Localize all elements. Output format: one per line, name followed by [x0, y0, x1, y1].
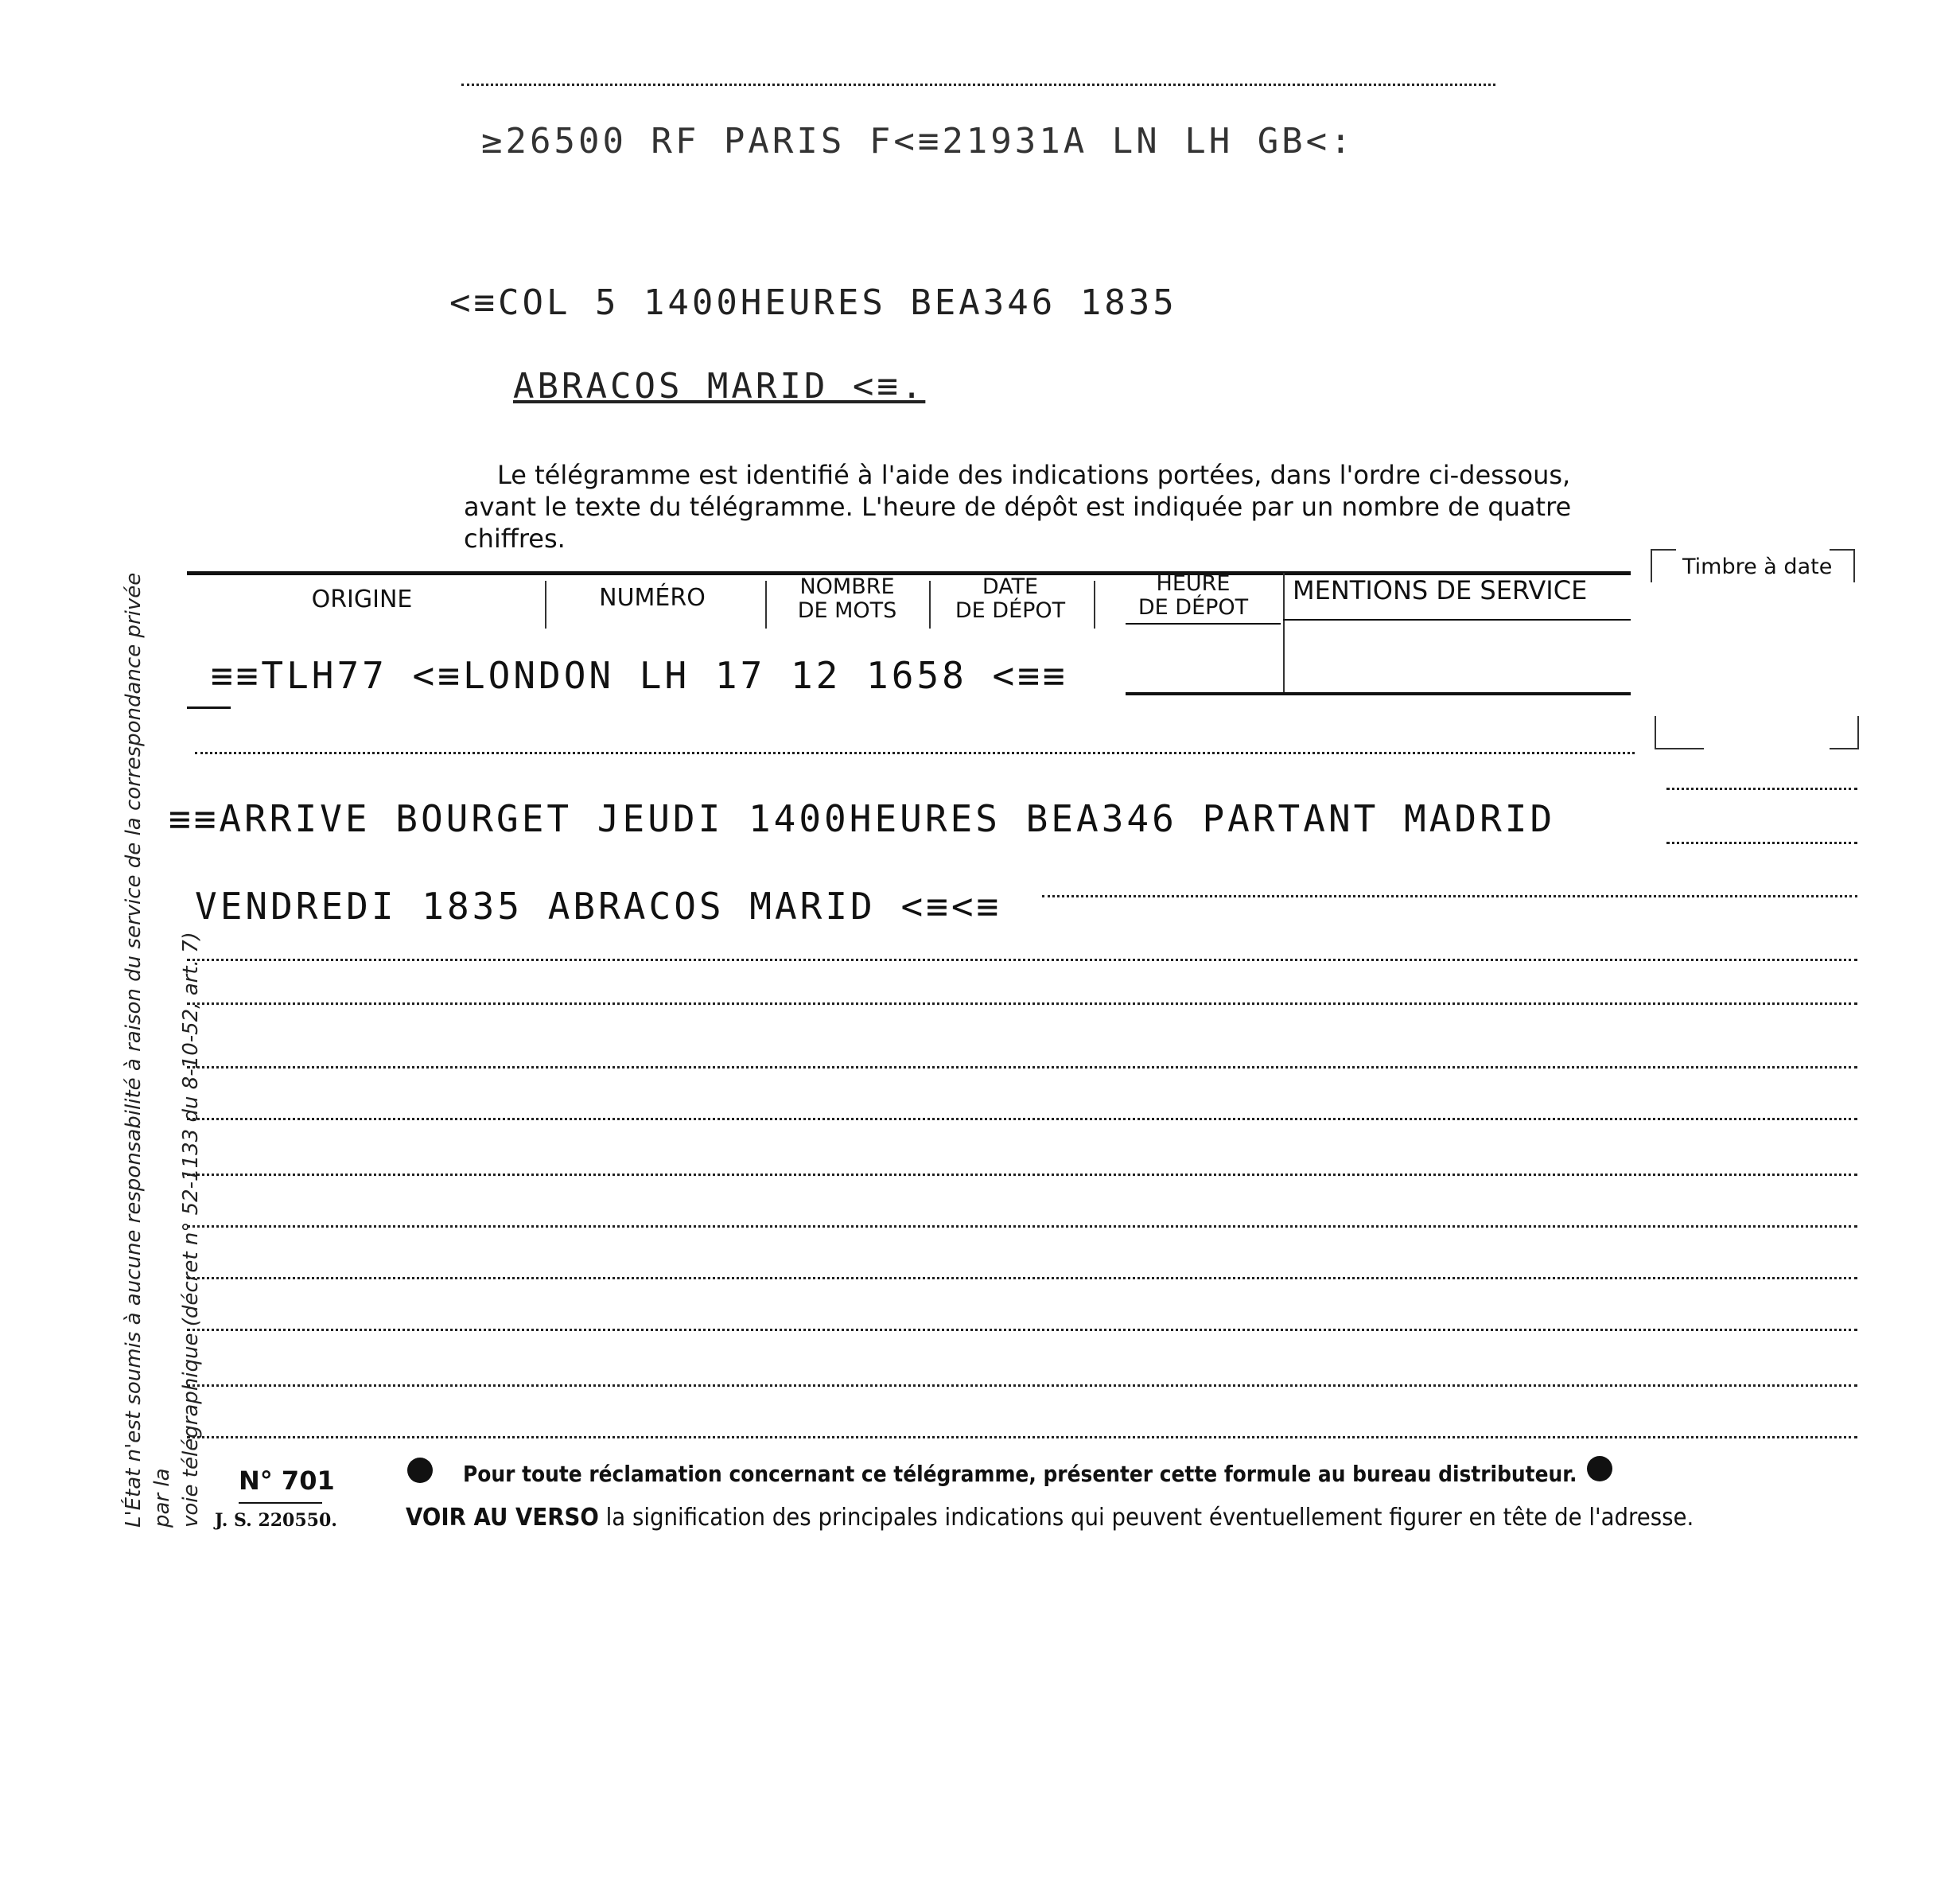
voir-verso-note [406, 1504, 1694, 1532]
instruction-line-3: chiffres. [464, 524, 566, 554]
identification-line: ≡≡TLH77 <≡LONDON LH 17 12 1658 <≡≡ [211, 654, 1068, 697]
form-line [187, 1118, 1857, 1120]
form-line [187, 1384, 1857, 1387]
col-numero: NUMÉRO [599, 584, 706, 612]
bullet-right-icon [1587, 1456, 1612, 1481]
form-line [187, 1329, 1857, 1331]
message-line-2: VENDREDI 1835 ABRACOS MARID <≡<≡ [195, 885, 1002, 928]
reclamation-note: Pour toute réclamation concernant ce télégramme, présenter cette formule au bureau distributeur. [463, 1461, 1577, 1487]
instruction-line-1: Le télégramme est identifié à l'aide des indications portées, dans l'ordre ci-dessous, [497, 460, 1571, 490]
form-line [187, 1002, 1857, 1005]
col-heure-1: HEURE [1156, 571, 1231, 596]
form-number: N° 701 [239, 1466, 335, 1496]
print-reference: J. S. 220550. [215, 1510, 337, 1531]
col-date-1: DATE [982, 574, 1039, 599]
col-mentions: MENTIONS DE SERVICE [1293, 575, 1588, 605]
message-line-1: ≡≡ARRIVE BOURGET JEUDI 1400HEURES BEA346 PARTANT MADRID [169, 797, 1556, 840]
col-origine: ORIGINE [311, 586, 413, 613]
stamp-corner-br [1830, 716, 1859, 749]
header-line-2: <≡COL 5 1400HEURES BEA346 1835 [449, 282, 1177, 323]
form-line [187, 1174, 1857, 1176]
col-heure-2: DE DÉPOT [1138, 595, 1249, 620]
header-line-1: ≥26500 RF PARIS F<≡21931A LN LH GB<: [481, 121, 1355, 162]
header-line-3: ABRACOS MARID <≡. [513, 366, 926, 407]
col-separator [545, 581, 546, 629]
col-nombre-2: DE MOTS [797, 598, 897, 623]
col-nombre-1: NOMBRE [799, 574, 895, 599]
form-line [187, 1277, 1857, 1279]
col-separator [929, 581, 931, 629]
header-underline [1126, 623, 1281, 625]
stamp-label: Timbre à date [1682, 555, 1833, 579]
side-note-line-2: voie télégraphique (décret n° 52-1133 du 8-10-52, art. 7) [179, 932, 203, 1528]
bullet-left-icon [407, 1458, 433, 1483]
form-number-rule [239, 1502, 322, 1504]
form-line [1666, 788, 1857, 790]
form-line [187, 1436, 1857, 1438]
side-note-line-1: L'État n'est soumis à aucune responsabilité à raison du service de la correspondance privée par la [122, 572, 174, 1528]
form-line [195, 752, 1635, 754]
col-separator [1283, 573, 1285, 692]
voir-verso-label: VOIR AU VERSO [406, 1504, 599, 1532]
stamp-corner-bl [1655, 716, 1704, 749]
stamp-corner-tl [1651, 549, 1676, 582]
form-line [1042, 895, 1857, 897]
identification-rule [1126, 692, 1631, 695]
col-date-2: DE DÉPOT [955, 598, 1066, 623]
side-note [119, 557, 205, 1528]
mentions-rule [1283, 619, 1631, 621]
form-line [1666, 842, 1857, 844]
form-line [187, 1066, 1857, 1069]
stamp-corner-tr [1830, 549, 1855, 582]
form-line [187, 959, 1857, 961]
form-line [187, 1225, 1857, 1228]
instruction-line-2: avant le texte du télégramme. L'heure de dépôt est indiquée par un nombre de quatre [464, 492, 1572, 522]
col-separator [1094, 581, 1095, 629]
voir-verso-text: la signification des principales indications qui peuvent éventuellement figurer en tête de l'adresse. [605, 1504, 1694, 1532]
top-dotted-line [461, 84, 1495, 86]
col-separator [765, 581, 767, 629]
